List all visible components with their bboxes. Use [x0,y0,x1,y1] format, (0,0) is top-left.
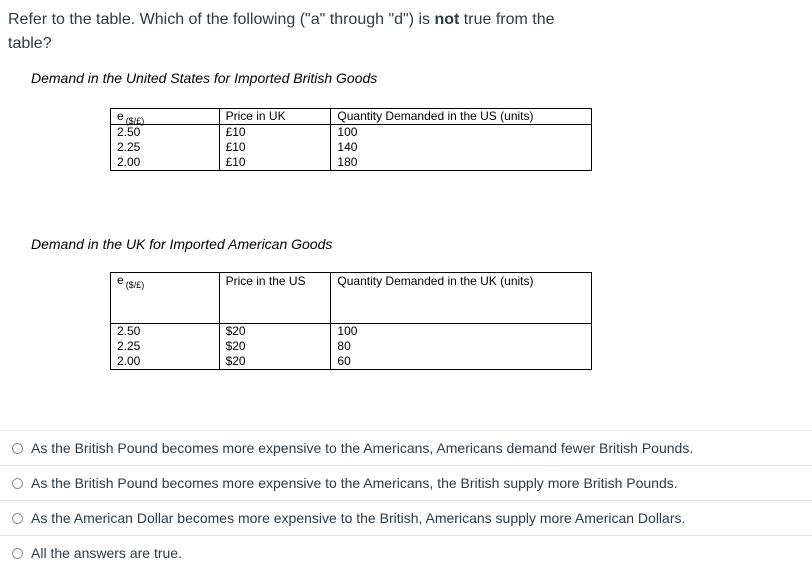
question-text [8,8,568,56]
question-emphasis: not [434,11,460,28]
question-prefix: Refer to the table. Which of the following ("a" through "d") is [8,11,435,28]
quantity-cell: 140 [331,140,592,155]
quantity-cell: 80 [331,339,592,354]
exchange-rate-cell: 2.25 [111,140,220,155]
table-row [111,140,592,155]
answer-options [0,430,812,570]
uk-demand-table [110,272,592,370]
price-header: Price in UK [219,109,331,125]
price-cell: £10 [219,155,331,171]
radio-button[interactable] [12,478,23,489]
answer-option-d[interactable] [0,535,812,570]
answer-option-b[interactable] [0,465,812,500]
exchange-rate-header: e $_{(\$/£)}$ [111,273,220,324]
table-header-row [111,273,592,324]
answer-text: All the answers are true. [31,545,182,561]
quantity-cell: 180 [331,155,592,171]
question-suffix: true from the table? [8,11,555,52]
exchange-rate-cell: 2.25 [111,339,220,354]
answer-text: As the British Pound becomes more expensive to the Americans, Americans demand fewer British Pounds. [31,440,694,456]
table-row [111,354,592,370]
exchange-rate-cell: 2.00 [111,354,220,370]
answer-text: As the British Pound becomes more expensive to the Americans, the British supply more British Pounds. [31,475,678,491]
us-demand-table [110,108,592,171]
quantity-header: Quantity Demanded in the UK (units) [331,273,592,324]
answer-option-a[interactable] [0,430,812,465]
table-row [111,125,592,141]
radio-button[interactable] [12,513,23,524]
answer-text: As the American Dollar becomes more expensive to the British, Americans supply more American Dollars. [31,510,686,526]
price-cell: $20 [219,339,331,354]
price-cell: £10 [219,140,331,155]
quantity-header: Quantity Demanded in the US (units) [331,109,592,125]
table-row [111,155,592,171]
table-row [111,324,592,340]
quantity-cell: 100 [331,125,592,141]
exchange-rate-cell: 2.50 [111,324,220,340]
price-header: Price in the US [219,273,331,324]
quantity-cell: 60 [331,354,592,370]
price-cell: $20 [219,324,331,340]
table-header-row [111,109,592,125]
exchange-rate-cell: 2.00 [111,155,220,171]
price-cell: $20 [219,354,331,370]
table2-title: Demand in the UK for Imported American Goods [31,236,333,252]
price-cell: £10 [219,125,331,141]
table-row [111,339,592,354]
table1-title: Demand in the United States for Imported British Goods [31,70,378,86]
answer-option-c[interactable] [0,500,812,535]
exchange-rate-header: e $_{(\$/£)}$ [111,109,220,125]
quantity-cell: 100 [331,324,592,340]
exchange-rate-cell: 2.50 [111,125,220,141]
radio-button[interactable] [12,548,23,559]
radio-button[interactable] [12,443,23,454]
